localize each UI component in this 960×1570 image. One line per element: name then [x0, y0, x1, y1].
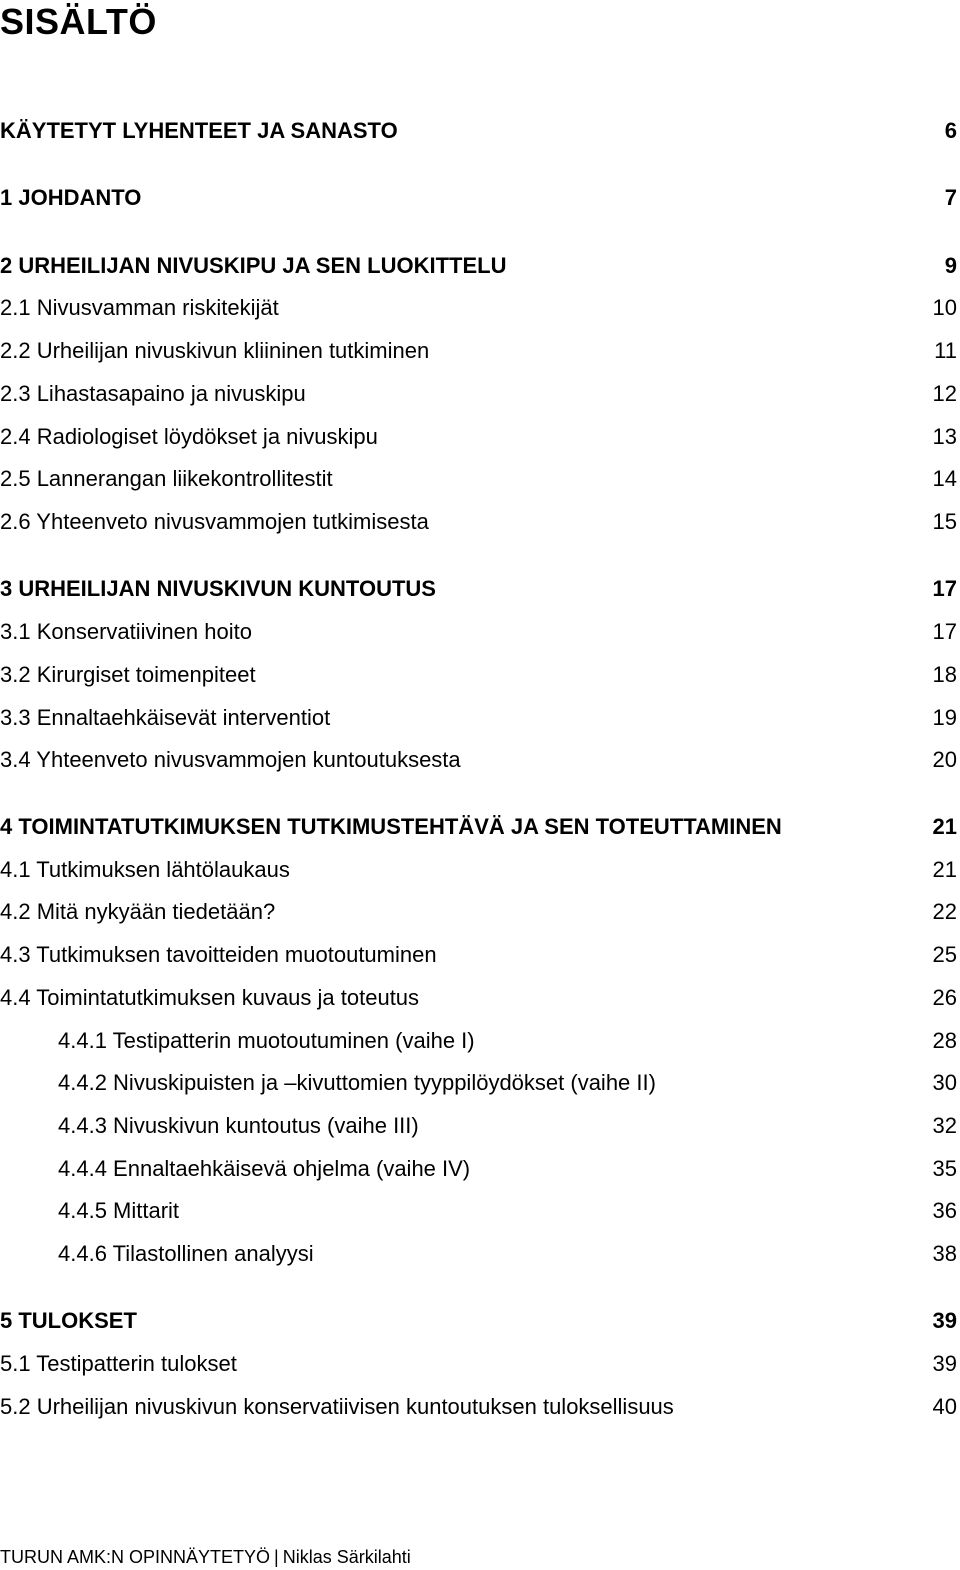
toc-entry[interactable] — [0, 940, 957, 970]
toc-entry-page-number: 13 — [932, 424, 957, 449]
toc-entry[interactable] — [0, 660, 957, 690]
toc-entry[interactable] — [0, 1392, 957, 1422]
toc-entry[interactable] — [0, 422, 957, 452]
toc-entry[interactable] — [0, 983, 957, 1013]
toc-entry-title: 4.2 Mitä nykyään tiedetään? — [0, 899, 276, 924]
toc-entry-page-number: 21 — [932, 857, 957, 882]
toc-entry[interactable] — [0, 897, 957, 927]
toc-entry-page-number: 25 — [932, 942, 957, 967]
toc-entry-page-number: 17 — [932, 576, 957, 601]
toc-entry-title: 2.2 Urheilijan nivuskivun kliininen tutkiminen — [0, 338, 430, 363]
toc-entry[interactable] — [0, 183, 957, 213]
toc-entry-page-number: 20 — [932, 747, 957, 772]
toc-entry-page-number: 22 — [932, 899, 957, 924]
toc-entry-title: 4.1 Tutkimuksen lähtölaukaus — [0, 857, 290, 882]
toc-entry-page-number: 21 — [932, 814, 957, 839]
page-footer — [0, 1546, 411, 1568]
toc-entry[interactable] — [0, 336, 957, 366]
toc-entry[interactable] — [0, 703, 957, 733]
toc-entry-title: 2.4 Radiologiset löydökset ja nivuskipu — [0, 424, 378, 449]
toc-entry-title: 3.1 Konservatiivinen hoito — [0, 619, 252, 644]
toc-entry[interactable] — [0, 855, 957, 885]
toc-entry-title: 4.4.3 Nivuskivun kuntoutus (vaihe III) — [58, 1113, 419, 1138]
toc-entry[interactable] — [0, 1026, 957, 1056]
toc-entry-page-number: 9 — [944, 253, 957, 278]
toc-entry[interactable] — [0, 1306, 957, 1336]
toc-entry[interactable] — [0, 116, 957, 146]
toc-entry-page-number: 12 — [932, 381, 957, 406]
toc-entry[interactable] — [0, 1196, 957, 1226]
footer-separator: | — [274, 1547, 279, 1567]
toc-entry-title: 5 TULOKSET — [0, 1308, 137, 1333]
toc-entry[interactable] — [0, 1154, 957, 1184]
toc-entry-title: 5.1 Testipatterin tulokset — [0, 1351, 237, 1376]
toc-entry-page-number: 14 — [932, 466, 957, 491]
toc-entry-title: 3.2 Kirurgiset toimenpiteet — [0, 662, 256, 687]
toc-entry-page-number: 18 — [932, 662, 957, 687]
toc-entry[interactable] — [0, 507, 957, 537]
toc-entry[interactable] — [0, 251, 957, 281]
toc-entry-title: KÄYTETYT LYHENTEET JA SANASTO — [0, 118, 398, 143]
toc-entry-title: 3.3 Ennaltaehkäisevät interventiot — [0, 705, 331, 730]
toc-entry-page-number: 38 — [932, 1241, 957, 1266]
toc-entry-title: 4.4.5 Mittarit — [58, 1198, 180, 1223]
toc-entry-title: 5.2 Urheilijan nivuskivun konservatiivisen kuntoutuksen tuloksellisuus — [0, 1394, 674, 1419]
toc-entry[interactable] — [0, 1068, 957, 1098]
toc-entry-page-number: 10 — [932, 295, 957, 320]
toc-entry-page-number: 19 — [932, 705, 957, 730]
toc-entry-title: 3 URHEILIJAN NIVUSKIVUN KUNTOUTUS — [0, 576, 436, 601]
toc-entry-title: 4.4.1 Testipatterin muotoutuminen (vaihe I) — [58, 1028, 475, 1053]
toc-entry-page-number: 26 — [932, 985, 957, 1010]
toc-entry-title: 4.4.2 Nivuskipuisten ja –kivuttomien tyyppilöydökset (vaihe II) — [58, 1070, 656, 1095]
footer-institution: TURUN AMK:N OPINNÄYTETYÖ — [0, 1547, 271, 1567]
toc-entry[interactable] — [0, 464, 957, 494]
toc-entry[interactable] — [0, 812, 957, 842]
toc-entry[interactable] — [0, 1111, 957, 1141]
toc-entry-title: 2.1 Nivusvamman riskitekijät — [0, 295, 279, 320]
toc-entry-page-number: 39 — [932, 1351, 957, 1376]
toc-entry-page-number: 11 — [934, 338, 957, 363]
toc-entry-title: 4 TOIMINTATUTKIMUKSEN TUTKIMUSTEHTÄVÄ JA SEN TOTEUTTAMINEN — [0, 814, 782, 839]
toc-entry-title: 2 URHEILIJAN NIVUSKIPU JA SEN LUOKITTELU — [0, 253, 507, 278]
footer-author: Niklas Särkilahti — [282, 1547, 411, 1567]
toc-entry[interactable] — [0, 379, 957, 409]
toc-entry-page-number: 7 — [944, 185, 957, 210]
toc-entry[interactable] — [0, 745, 957, 775]
toc-entry[interactable] — [0, 574, 957, 604]
toc-entry-page-number: 6 — [944, 118, 957, 143]
toc-entry-title: 2.6 Yhteenveto nivusvammojen tutkimisesta — [0, 509, 429, 534]
toc-entry-title: 2.3 Lihastasapaino ja nivuskipu — [0, 381, 306, 406]
page-title: SISÄLTÖ — [0, 1, 157, 42]
toc-entry[interactable] — [0, 1349, 957, 1379]
toc-entry-title: 4.4.4 Ennaltaehkäisevä ohjelma (vaihe IV) — [58, 1156, 471, 1181]
toc-entry[interactable] — [0, 617, 957, 647]
toc-entry[interactable] — [0, 293, 957, 323]
toc-entry-page-number: 17 — [932, 619, 957, 644]
toc-entry-title: 2.5 Lannerangan liikekontrollitestit — [0, 466, 333, 491]
toc-entry-page-number: 39 — [932, 1308, 957, 1333]
toc-entry-page-number: 40 — [932, 1394, 957, 1419]
toc-entry-title: 4.4 Toimintatutkimuksen kuvaus ja toteutus — [0, 985, 420, 1010]
toc-entry-page-number: 36 — [932, 1198, 957, 1223]
toc-entry-page-number: 32 — [932, 1113, 957, 1138]
toc-entry-page-number: 30 — [932, 1070, 957, 1095]
toc-entry-title: 3.4 Yhteenveto nivusvammojen kuntoutuksesta — [0, 747, 461, 772]
toc-entry-page-number: 15 — [932, 509, 957, 534]
toc-entry[interactable] — [0, 1239, 957, 1269]
toc-entry-page-number: 28 — [932, 1028, 957, 1053]
toc-entry-title: 1 JOHDANTO — [0, 185, 142, 210]
toc-entry-page-number: 35 — [932, 1156, 957, 1181]
toc-entry-title: 4.4.6 Tilastollinen analyysi — [58, 1241, 314, 1266]
toc-entry-title: 4.3 Tutkimuksen tavoitteiden muotoutuminen — [0, 942, 437, 967]
